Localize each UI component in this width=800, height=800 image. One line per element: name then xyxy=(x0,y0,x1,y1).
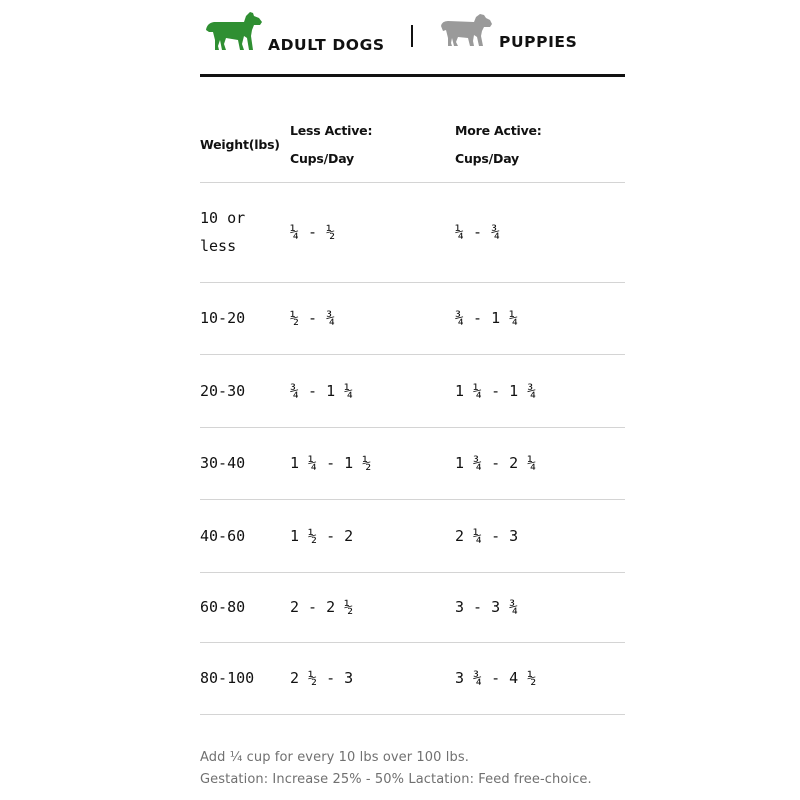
note-extra-weight: Add ¼ cup for every 10 lbs over 100 lbs. xyxy=(200,750,469,765)
header-more-active xyxy=(455,108,625,182)
less-active-cell: 2 ½ - 3 xyxy=(290,642,455,715)
weight-cell xyxy=(200,182,290,282)
header-more-active-line2: Cups/Day xyxy=(455,150,520,166)
more-active-cell: 2 ¼ - 3 xyxy=(455,500,625,573)
table-row xyxy=(200,642,625,715)
puppy-icon xyxy=(438,12,494,48)
feeding-table xyxy=(200,108,625,715)
table-row xyxy=(200,182,625,282)
weight-cell: 40-60 xyxy=(200,500,290,573)
weight-cell: 20-30 xyxy=(200,355,290,428)
dog-icon xyxy=(204,10,264,52)
table-row xyxy=(200,282,625,355)
weight-line1: 10 or xyxy=(200,209,246,227)
less-active-cell: ¼ - ½ xyxy=(290,182,455,282)
header-more-active-line1: More Active: xyxy=(455,122,542,138)
less-active-cell: 1 ¼ - 1 ½ xyxy=(290,427,455,500)
more-active-cell: ¾ - 1 ¼ xyxy=(455,282,625,355)
weight-line2: less xyxy=(200,237,237,255)
more-active-cell: 1 ¾ - 2 ¼ xyxy=(455,427,625,500)
less-active-cell: 1 ½ - 2 xyxy=(290,500,455,573)
table-row xyxy=(200,355,625,428)
header-less-active xyxy=(290,108,455,182)
less-active-cell: ½ - ¾ xyxy=(290,282,455,355)
more-active-cell: ¼ - ¾ xyxy=(455,182,625,282)
weight-cell: 80-100 xyxy=(200,642,290,715)
header-less-active-line1: Less Active: xyxy=(290,122,373,138)
more-active-cell: 3 - 3 ¾ xyxy=(455,572,625,642)
weight-cell: 30-40 xyxy=(200,427,290,500)
feeding-notes xyxy=(200,747,625,791)
less-active-cell: 2 - 2 ½ xyxy=(290,572,455,642)
tab-puppies-label: PUPPIES xyxy=(499,33,578,51)
feeding-tabs xyxy=(200,0,625,77)
table-header-row xyxy=(200,108,625,182)
tab-puppies[interactable] xyxy=(438,12,578,51)
tab-adult-dogs[interactable] xyxy=(204,10,385,54)
feeding-table-container xyxy=(200,108,625,715)
header-less-active-line2: Cups/Day xyxy=(290,150,355,166)
less-active-cell: ¾ - 1 ¼ xyxy=(290,355,455,428)
tab-adult-dogs-label: ADULT DOGS xyxy=(268,36,385,54)
header-weight xyxy=(200,108,290,182)
tab-divider xyxy=(411,25,413,47)
table-row xyxy=(200,427,625,500)
more-active-cell: 3 ¾ - 4 ½ xyxy=(455,642,625,715)
table-row xyxy=(200,572,625,642)
table-row xyxy=(200,500,625,573)
more-active-cell: 1 ¼ - 1 ¾ xyxy=(455,355,625,428)
note-gestation-lactation: Gestation: Increase 25% - 50% Lactation: Feed free-choice. xyxy=(200,772,592,787)
weight-cell: 10-20 xyxy=(200,282,290,355)
header-weight-label: Weight(lbs) xyxy=(200,136,280,152)
weight-cell: 60-80 xyxy=(200,572,290,642)
